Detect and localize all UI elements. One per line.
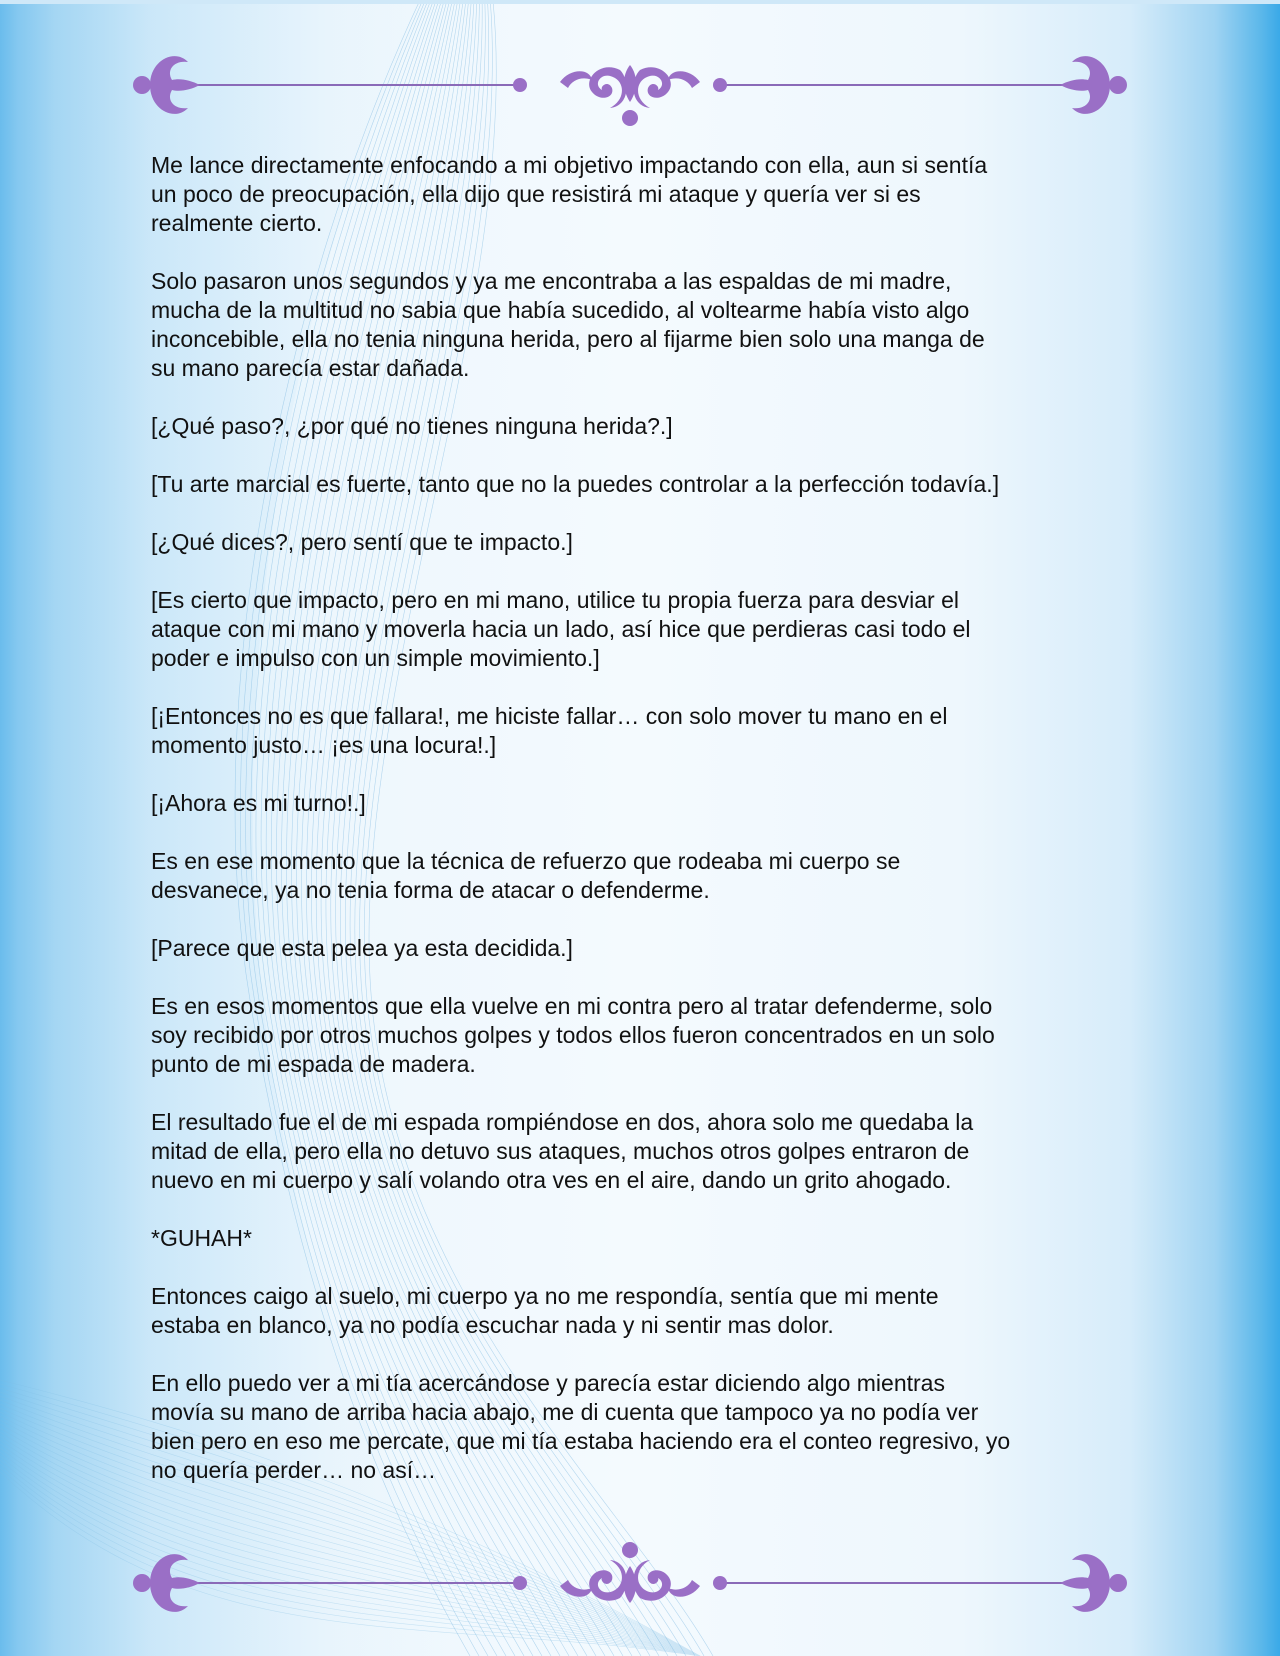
paragraph: Solo pasaron unos segundos y ya me encontraba a las espaldas de mi madre, mucha de la multitud no sabia que había sucedido, al voltearme había visto algo inconcebible, ella no tenia ninguna herida, pero al fijarme bien solo una manga de su mano parecía estar dañada. [151, 268, 985, 381]
dialogue-line: [Es cierto que impacto, pero en mi mano, utilice tu propia fuerza para desviar el ataque con mi mano y moverla hacia un lado, así hice que perdieras casi todo el poder e impulso con un simple movimiento.] [151, 587, 971, 671]
story-text [151, 151, 1111, 1514]
paragraph: Es en ese momento que la técnica de refuerzo que rodeaba mi cuerpo se desvanece, ya no tenia forma de atacar o defenderme. [151, 848, 901, 903]
dialogue-line: [Parece que esta pelea ya esta decidida.] [151, 935, 573, 961]
flourish-divider-icon [130, 40, 1130, 140]
paragraph: Entonces caigo al suelo, mi cuerpo ya no me respondía, sentía que mi mente estaba en blanco, ya no podía escuchar nada y ni sentir mas dolor. [151, 1283, 939, 1338]
dialogue-line: [¿Qué paso?, ¿por qué no tienes ninguna herida?.] [151, 413, 673, 439]
paragraph: Me lance directamente enfocando a mi objetivo impactando con ella, aun si sentía un poco de preocupación, ella dijo que resistirá mi ataque y quería ver si es realmente cierto. [151, 152, 988, 236]
top-border [0, 0, 1280, 4]
dialogue-line: [¡Ahora es mi turno!.] [151, 790, 366, 816]
paragraph: Es en esos momentos que ella vuelve en mi contra pero al tratar defenderme, solo soy recibido por otros muchos golpes y todos ellos fueron concentrados en un solo punto de mi espada de madera. [151, 993, 995, 1077]
paragraph: En ello puedo ver a mi tía acercándose y parecía estar diciendo algo mientras movía su mano de arriba hacia abajo, me di cuenta que tampoco ya no podía ver bien pero en eso me percate, que mi tía estaba haciendo era el conteo regresivo, yo no quería perder… no así… [151, 1370, 1011, 1483]
sound-effect: *GUHAH* [151, 1225, 252, 1251]
dialogue-line: [Tu arte marcial es fuerte, tanto que no la puedes controlar a la perfección todavía.] [151, 471, 1000, 497]
paragraph: El resultado fue el de mi espada rompiéndose en dos, ahora solo me quedaba la mitad de ella, pero ella no detuvo sus ataques, muchos otros golpes entraron de nuevo en mi cuerpo y salí volando otra ves en el aire, dando un grito ahogado. [151, 1109, 974, 1193]
dialogue-line: [¡Entonces no es que fallara!, me hiciste fallar… con solo mover tu mano en el momento justo… ¡es una locura!.] [151, 703, 948, 758]
flourish-divider-icon [130, 1528, 1130, 1628]
dialogue-line: [¿Qué dices?, pero sentí que te impacto.] [151, 529, 573, 555]
